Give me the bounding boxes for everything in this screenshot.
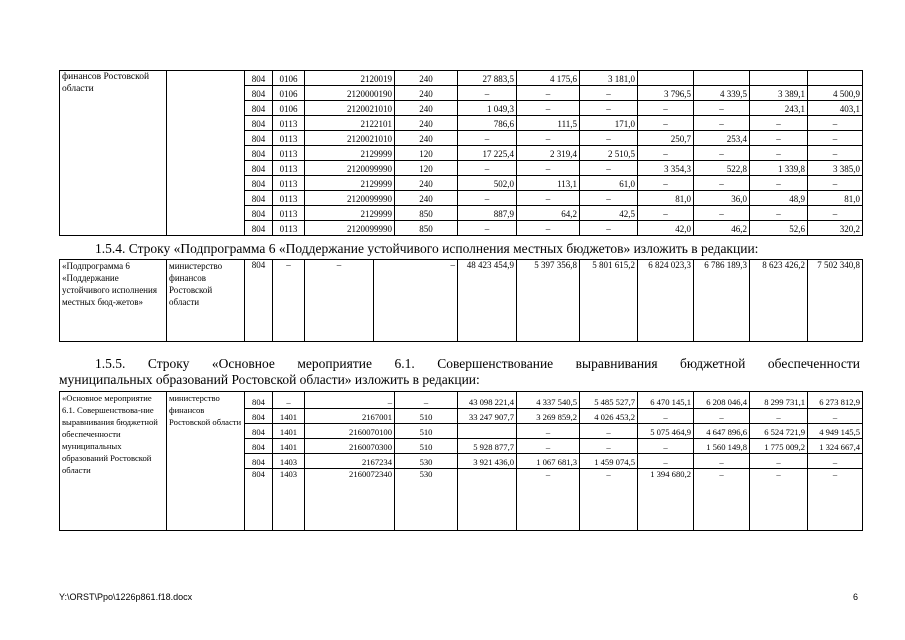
table-cell: –	[694, 101, 750, 116]
table-cell: 111,5	[517, 116, 580, 131]
table-cell: 3 181,0	[580, 71, 638, 86]
table-cell: –	[517, 161, 580, 176]
table-cell: –	[580, 221, 638, 236]
table-cell: 6 273 812,9	[808, 392, 863, 409]
table-cell: 403,1	[808, 101, 863, 116]
table-cell: 240	[395, 131, 458, 146]
table-cell: 887,9	[458, 206, 517, 221]
table-cell: 3 269 859,2	[517, 409, 580, 424]
table-cell: –	[750, 409, 808, 424]
table-cell: 3 796,5	[638, 86, 694, 101]
table-cell: –	[374, 260, 458, 342]
table-cell: 3 389,1	[750, 86, 808, 101]
table-cell: –	[580, 131, 638, 146]
table-cell: 1 049,3	[458, 101, 517, 116]
table-cell: 1 067 681,3	[517, 454, 580, 469]
table-cell: 42,0	[638, 221, 694, 236]
table-cell: –	[694, 146, 750, 161]
table-cell: 52,6	[750, 221, 808, 236]
table-cell: 120	[395, 146, 458, 161]
table-cell: –	[808, 146, 863, 161]
table-cell: 43 098 221,4	[458, 392, 517, 409]
table-cell: 2122101	[305, 116, 395, 131]
table-cell: –	[638, 146, 694, 161]
table-cell: 502,0	[458, 176, 517, 191]
table-cell: 6 786 189,3	[694, 260, 750, 342]
table-cell: –	[638, 101, 694, 116]
table-cell: –	[517, 191, 580, 206]
table-cell: 0106	[273, 101, 305, 116]
table-cell: –	[694, 206, 750, 221]
table-cell: 804	[245, 409, 273, 424]
table-cell: 250,7	[638, 131, 694, 146]
section-heading-1-5-5-line2: муниципальных образований Ростовской области» изложить в редакции:	[59, 372, 480, 387]
table-cell: –	[694, 409, 750, 424]
table-cell: –	[694, 454, 750, 469]
table-cell: 2120021010	[305, 101, 395, 116]
table-cell: 1401	[273, 439, 305, 454]
table-cell: 240	[395, 86, 458, 101]
table-cell: 113,1	[517, 176, 580, 191]
table-cell: –	[458, 161, 517, 176]
table-cell: 3 354,3	[638, 161, 694, 176]
table-cell: 4 026 453,2	[580, 409, 638, 424]
table-cell: 804	[245, 424, 273, 439]
table-cell: –	[694, 176, 750, 191]
table-cell: 240	[395, 101, 458, 116]
table-cell: 1 324 667,4	[808, 439, 863, 454]
table-cell: –	[638, 116, 694, 131]
table-cell: 804	[245, 260, 273, 342]
table-cell	[458, 424, 517, 439]
table-cell: –	[808, 206, 863, 221]
table-cell: –	[694, 116, 750, 131]
table-cell: 786,6	[458, 116, 517, 131]
table-cell: 36,0	[694, 191, 750, 206]
table-cell: 0113	[273, 161, 305, 176]
table-cell: 48,9	[750, 191, 808, 206]
table-cell: 804	[245, 116, 273, 131]
table-cell: –	[517, 424, 580, 439]
table-cell: 240	[395, 71, 458, 86]
table-cell: –	[580, 191, 638, 206]
table-cell: 2120099990	[305, 191, 395, 206]
table-cell: 240	[395, 116, 458, 131]
footer-page-number: 6	[853, 592, 859, 602]
table-cell: –	[808, 409, 863, 424]
table-cell: 2129999	[305, 206, 395, 221]
table-cell: 81,0	[808, 191, 863, 206]
table-cell: 850	[395, 221, 458, 236]
table-cell: 240	[395, 191, 458, 206]
table-cell: 7 502 340,8	[808, 260, 863, 342]
table-cell: 320,2	[808, 221, 863, 236]
agency-label	[167, 71, 245, 236]
table-cell: 804	[245, 131, 273, 146]
table-cell: 1 775 009,2	[750, 439, 808, 454]
table-cell: 4 647 896,6	[694, 424, 750, 439]
table-cell: 804	[245, 221, 273, 236]
table-cell: 42,5	[580, 206, 638, 221]
table-cell: 2129999	[305, 176, 395, 191]
footer-file-path: Y:\ORST\Ppo\1226p861.f18.docx	[59, 592, 193, 602]
table-cell: 0113	[273, 191, 305, 206]
table-cell: –	[273, 260, 305, 342]
table-cell: 6 470 145,1	[638, 392, 694, 409]
table-cell: –	[808, 176, 863, 191]
table-cell: –	[750, 454, 808, 469]
table-cell: 2 319,4	[517, 146, 580, 161]
table-cell: 0113	[273, 116, 305, 131]
row-label: финансов Ростовской области	[60, 71, 167, 236]
table-cell: –	[694, 469, 750, 531]
table-cell: –	[305, 260, 374, 342]
table-cell: 1 394 680,2	[638, 469, 694, 531]
table-cell: 4 337 540,5	[517, 392, 580, 409]
table-cell: 510	[395, 424, 458, 439]
table-cell: 1 339,8	[750, 161, 808, 176]
table-cell: 5 928 877,7	[458, 439, 517, 454]
table-cell: –	[580, 424, 638, 439]
agency-label: министерство финансов Ростовской области	[167, 392, 245, 531]
table-cell: 804	[245, 469, 273, 531]
table-cell: –	[458, 191, 517, 206]
table-row	[60, 260, 863, 342]
table-cell: –	[305, 392, 395, 409]
table-cell: –	[808, 131, 863, 146]
table-cell: 2129999	[305, 146, 395, 161]
table-cell: 5 801 615,2	[580, 260, 638, 342]
agency-label: министерство финансов Ростовской области	[167, 260, 245, 342]
table-cell: 804	[245, 191, 273, 206]
table-cell: –	[580, 86, 638, 101]
table-cell: 804	[245, 206, 273, 221]
table-cell: –	[395, 392, 458, 409]
table-cell: 48 423 454,9	[458, 260, 517, 342]
table-cell: 530	[395, 454, 458, 469]
section-heading-1-5-4: 1.5.4. Строку «Подпрограмма 6 «Поддержание устойчивого исполнения местных бюджетов» изложить в редакции:	[95, 241, 759, 256]
table-cell: 8 299 731,1	[750, 392, 808, 409]
table-cell: –	[808, 469, 863, 531]
table-cell: 804	[245, 71, 273, 86]
table-cell: 1403	[273, 469, 305, 531]
table-cell: 0106	[273, 86, 305, 101]
table-cell: 5 397 356,8	[517, 260, 580, 342]
table-cell: –	[808, 116, 863, 131]
table-cell	[808, 71, 863, 86]
table-cell: 1 459 074,5	[580, 454, 638, 469]
table-cell: 1403	[273, 454, 305, 469]
table-cell: 4 339,5	[694, 86, 750, 101]
section-heading-1-5-5: 1.5.5. Строку «Основное мероприятие 6.1. Совершенствование выравнивания бюджетной обеспеченности	[95, 356, 860, 371]
table-cell: 530	[395, 469, 458, 531]
table-cell: 61,0	[580, 176, 638, 191]
table-cell: –	[638, 454, 694, 469]
table-cell: –	[808, 454, 863, 469]
table-cell: 804	[245, 161, 273, 176]
table-cell: 4 949 145,5	[808, 424, 863, 439]
table-cell: –	[517, 101, 580, 116]
table-cell: 0113	[273, 131, 305, 146]
table-cell: 0113	[273, 176, 305, 191]
table-cell: 2167001	[305, 409, 395, 424]
subprogram-6-table	[59, 259, 863, 342]
row-label: «Подпрограмма 6 «Поддержание устойчивого исполнения местных бюд-жетов»	[60, 260, 167, 342]
budget-table-continuation	[59, 70, 863, 236]
table-cell: 804	[245, 101, 273, 116]
table-cell: 5 485 527,7	[580, 392, 638, 409]
table-cell: –	[517, 439, 580, 454]
table-cell: 2 510,5	[580, 146, 638, 161]
table-cell: 1 560 149,8	[694, 439, 750, 454]
table-cell: –	[750, 116, 808, 131]
table-cell: 1401	[273, 424, 305, 439]
table-cell: 4 175,6	[517, 71, 580, 86]
table-cell: 171,0	[580, 116, 638, 131]
table-cell: 81,0	[638, 191, 694, 206]
table-cell: –	[458, 221, 517, 236]
table-cell: 804	[245, 176, 273, 191]
table-cell: 6 524 721,9	[750, 424, 808, 439]
table-cell: 27 883,5	[458, 71, 517, 86]
table-cell: 2120021010	[305, 131, 395, 146]
table-cell: 522,8	[694, 161, 750, 176]
table-cell: 64,2	[517, 206, 580, 221]
table-cell: –	[750, 206, 808, 221]
table-cell: –	[750, 469, 808, 531]
table-cell: 2160070100	[305, 424, 395, 439]
table-cell: 120	[395, 161, 458, 176]
table-cell: –	[750, 146, 808, 161]
table-cell	[694, 71, 750, 86]
table-cell: –	[273, 392, 305, 409]
table-cell: 2120099990	[305, 221, 395, 236]
table-cell: –	[580, 101, 638, 116]
table-cell: 804	[245, 392, 273, 409]
table-cell: 243,1	[750, 101, 808, 116]
table-cell: 2160072340	[305, 469, 395, 531]
table-cell: 6 824 023,3	[638, 260, 694, 342]
table-cell: 33 247 907,7	[458, 409, 517, 424]
table-cell	[458, 469, 517, 531]
main-activity-6-1-table	[59, 391, 863, 531]
table-cell: 5 075 464,9	[638, 424, 694, 439]
table-cell: 46,2	[694, 221, 750, 236]
table-cell: –	[517, 86, 580, 101]
table-cell: –	[517, 469, 580, 531]
table-cell: 3 385,0	[808, 161, 863, 176]
table-cell: –	[517, 131, 580, 146]
table-cell: 804	[245, 439, 273, 454]
table-cell: 0106	[273, 71, 305, 86]
table-row	[60, 392, 863, 409]
table-cell: 2167234	[305, 454, 395, 469]
table-cell: 510	[395, 409, 458, 424]
table-cell: 3 921 436,0	[458, 454, 517, 469]
row-label: «Основное мероприятие 6.1. Совершенствова-ние выравнивания бюджетной обеспеченности муниципальных образований Ростовской области	[60, 392, 167, 531]
table-cell: 17 225,4	[458, 146, 517, 161]
table-cell: 0113	[273, 206, 305, 221]
table-cell: 8 623 426,2	[750, 260, 808, 342]
table-cell: 2120019	[305, 71, 395, 86]
table-cell: 2120000190	[305, 86, 395, 101]
table-cell: –	[580, 161, 638, 176]
table-cell: 253,4	[694, 131, 750, 146]
table-cell: 2160070300	[305, 439, 395, 454]
table-cell: –	[517, 221, 580, 236]
table-cell: –	[638, 176, 694, 191]
table-cell: –	[750, 131, 808, 146]
table-cell: 510	[395, 439, 458, 454]
table-cell: –	[458, 131, 517, 146]
table-cell: 4 500,9	[808, 86, 863, 101]
table-cell: –	[580, 439, 638, 454]
table-cell: 804	[245, 146, 273, 161]
table-cell	[638, 71, 694, 86]
table-cell: –	[458, 86, 517, 101]
table-cell	[750, 71, 808, 86]
table-cell: –	[580, 469, 638, 531]
table-cell: 6 208 046,4	[694, 392, 750, 409]
table-cell: 0113	[273, 221, 305, 236]
table-cell: –	[638, 206, 694, 221]
table-row	[60, 71, 863, 86]
table-cell: –	[638, 439, 694, 454]
table-cell: 240	[395, 176, 458, 191]
table-cell: 804	[245, 86, 273, 101]
table-cell: –	[638, 409, 694, 424]
table-cell: –	[750, 176, 808, 191]
table-cell: 2120099990	[305, 161, 395, 176]
table-cell: 0113	[273, 146, 305, 161]
table-cell: 850	[395, 206, 458, 221]
table-cell: 1401	[273, 409, 305, 424]
table-cell: 804	[245, 454, 273, 469]
